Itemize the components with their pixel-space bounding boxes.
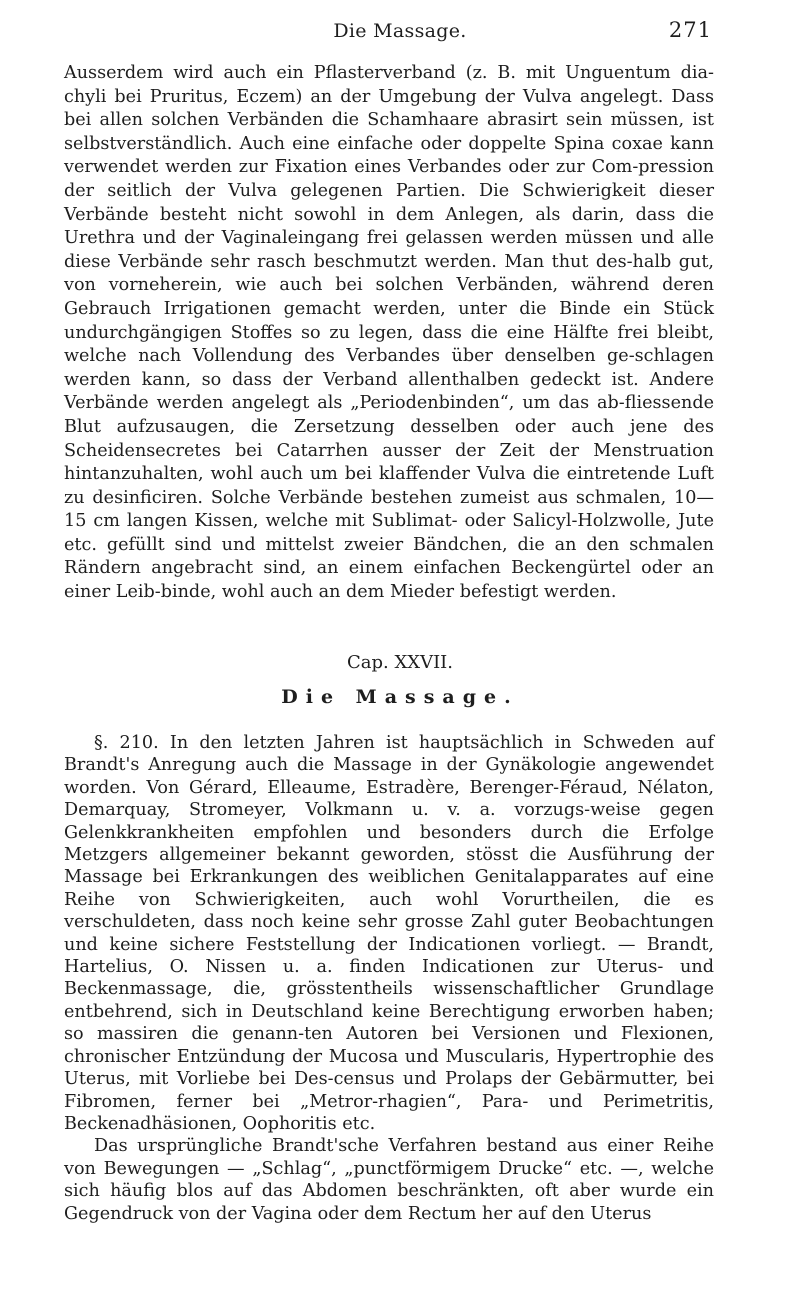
paragraph-section-210: §. 210. In den letzten Jahren ist hauptsächlich in Schweden auf Brandt's Anregung auch die Massage in der Gynäkologie angewendet worden. Von Gérard, Elleaume, Estradère, Berenger-Féraud, Nélaton, Demarquay, Stromeyer, Volkmann u. v. a. vorzugs-weise gegen Gelenkkrankheiten empfohlen und besonders durch die Erfolge Metzgers allgemeiner bekannt geworden, stösst die Ausführung der Massage bei Erkrankungen des weiblichen Genitalapparates auf eine Reihe von Schwierigkeiten, auch wohl Vorurtheilen, die es verschuldeten, dass noch keine sehr grosse Zahl guter Beobachtungen und keine sichere Feststellung der Indicationen vorliegt. — Brandt, Hartelius, O. Nissen u. a. finden Indicationen zur Uterus- und Beckenmassage, die, grösstentheils wissenschaftlicher Grundlage entbehrend, sich in Deutschland keine Berechtigung erworben haben; so massiren die genann-ten Autoren bei Versionen und Flexionen, chronischer Entzündung der Mucosa und Muscularis, Hypertrophie des Uterus, mit Vorliebe bei Des-census und Prolaps der Gebärmutter, bei Fibromen, ferner bei „Metror-rhagien“, Para- und Perimetritis, Beckenadhäsionen, Oophoritis etc. [64,733,714,1134]
running-head [0,18,800,48]
paragraph-brandt-method: Das ursprüngliche Brandt'sche Verfahren bestand aus einer Reihe von Bewegungen — „Schlag“, „punctförmigem Drucke“ etc. —, welche sich häufig blos auf das Abdomen beschränkten, oft aber wurde ein Gegendruck von der Vagina oder dem Rectum her auf den Uterus [64,1136,714,1224]
page-number: 271 [668,18,712,42]
running-title: Die Massage. [333,20,467,42]
paragraph-bandages: Ausserdem wird auch ein Pflasterverband (z. B. mit Unguentum dia-chyli bei Pruritus, Eczem) an der Umgebung der Vulva angelegt. Dass bei allen solchen Verbänden die Schamhaare abrasirt sein müssen, ist selbstverständlich. Auch eine einfache oder doppelte Spina coxae kann verwendet werden zur Fixation eines Verbandes oder zur Com-pression der seitlich der Vulva gelegenen Partien. Die Schwierigkeit dieser Verbände besteht nicht sowohl in dem Anlegen, als darin, dass die Urethra und der Vaginaleingang frei gelassen werden müssen und alle diese Verbände sehr rasch beschmutzt werden. Man thut des-halb gut, von vorneherein, wie auch bei solchen Verbänden, während deren Gebrauch Irrigationen gemacht werden, unter die Binde ein Stück undurchgängigen Stoffes so zu legen, dass die eine Hälfte frei bleibt, welche nach Vollendung des Verbandes über denselben ge-schlagen werden kann, so dass der Verband allenthalben gedeckt ist. Andere Verbände werden angelegt als „Periodenbinden“, um das ab-fliessende Blut aufzusaugen, die Zersetzung desselben oder auch jene des Scheidensecretes bei Catarrhen ausser der Zeit der Menstruation hintanzuhalten, wohl auch um bei klaffender Vulva die eintretende Luft zu desinficiren. Solche Verbände bestehen zumeist aus schmalen, 10—15 cm langen Kissen, welche mit Sublimat- oder Salicyl-Holzwolle, Jute etc. gefüllt sind und mittelst zweier Bändchen, die an den schmalen Rändern angebracht sind, an einem einfachen Beckengürtel oder an einer Leib-binde, wohl auch an dem Mieder befestigt werden. [64,63,714,603]
chapter-label: Cap. XXVII. [346,652,454,673]
body-text-bottom [64,732,714,1225]
body-text-top [64,62,714,605]
chapter-title: Die Massage. [281,686,519,708]
